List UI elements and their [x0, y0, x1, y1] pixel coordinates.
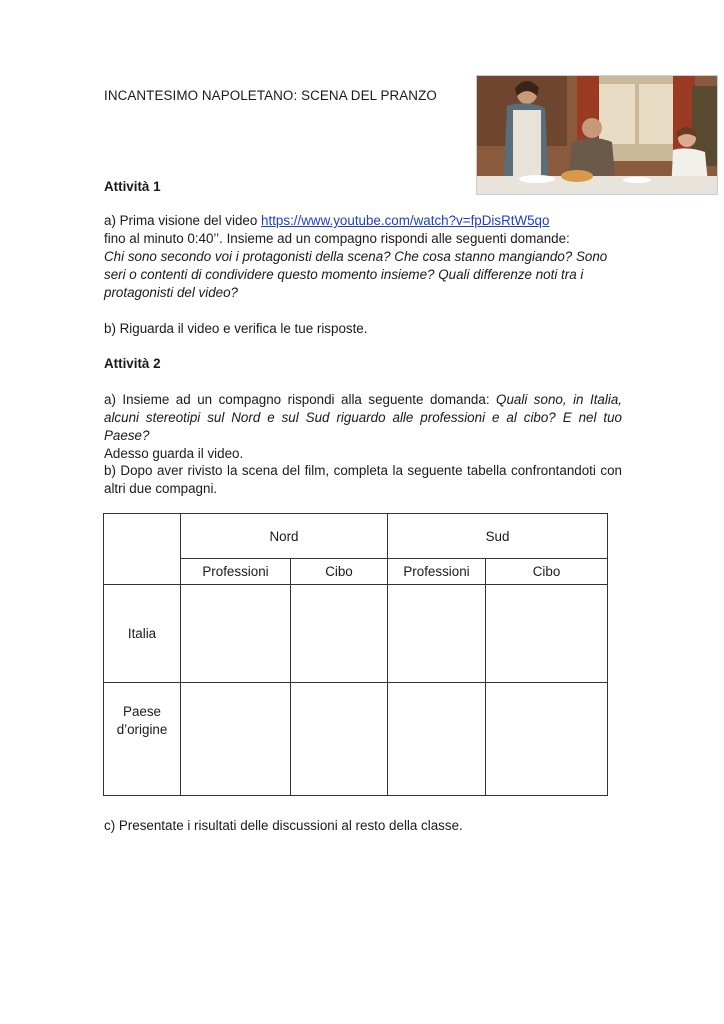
activity-2-a-question: Quali sono, in Italia, alcuni stereotipi sul Nord e sul Sud riguardo alle professioni e al cibo? E nel tuo Paese? [104, 392, 623, 443]
row-label-paese-origine [104, 683, 181, 796]
cell-italia-nord-professioni [181, 585, 291, 683]
activity-1-a-questions: Chi sono secondo voi i protagonisti della scena? Che cosa stanno mangiando? Sono seri o contenti di condividere questo momento insieme? Quali differenze noti tra i protagonisti del video? [104, 249, 608, 300]
activity-1-heading: Attività 1 [104, 179, 161, 194]
activity-1-a-prefix: a) Prima visione del video [104, 213, 262, 228]
cell-italia-sud-professioni [388, 585, 486, 683]
row-label-italia: Italia [104, 585, 181, 683]
comparison-table [103, 513, 608, 796]
activity-2-a-after: Adesso guarda il video. [104, 446, 244, 461]
activity-1-a-instructions: fino al minuto 0:40’’. Insieme ad un compagno rispondi alle seguenti domande: [104, 231, 570, 246]
activity-1-part-a [104, 212, 622, 302]
activity-2-part-a [104, 391, 622, 463]
page-title: INCANTESIMO NAPOLETANO: SCENA DEL PRANZO [104, 88, 437, 103]
activity-1-part-b: b) Riguarda il video e verifica le tue risposte. [104, 321, 368, 336]
header-sud: Sud [388, 514, 608, 559]
subheader-sud-cibo: Cibo [486, 559, 608, 585]
cell-italia-sud-cibo [486, 585, 608, 683]
header-nord: Nord [181, 514, 388, 559]
row-label-paese: Paese [123, 704, 161, 719]
subheader-nord-professioni: Professioni [181, 559, 291, 585]
table-corner-cell [104, 514, 181, 585]
cell-paese-nord-cibo [291, 683, 388, 796]
film-scene-photo [476, 75, 718, 195]
subheader-sud-professioni: Professioni [388, 559, 486, 585]
cell-paese-sud-cibo [486, 683, 608, 796]
cell-paese-sud-professioni [388, 683, 486, 796]
subheader-nord-cibo: Cibo [291, 559, 388, 585]
cell-italia-nord-cibo [291, 585, 388, 683]
video-link[interactable]: https://www.youtube.com/watch?v=fpDisRtW5qo [261, 213, 550, 228]
cell-paese-nord-professioni [181, 683, 291, 796]
activity-2-heading: Attività 2 [104, 356, 161, 371]
activity-2-a-prefix: a) Insieme ad un compagno rispondi alla seguente domanda: [104, 392, 497, 407]
activity-2-part-b: b) Dopo aver rivisto la scena del film, completa la seguente tabella confrontandoti con altri due compagni. [104, 463, 622, 496]
row-label-origine: d’origine [116, 722, 168, 737]
activity-2-part-c: c) Presentate i risultati delle discussioni al resto della classe. [104, 818, 463, 833]
